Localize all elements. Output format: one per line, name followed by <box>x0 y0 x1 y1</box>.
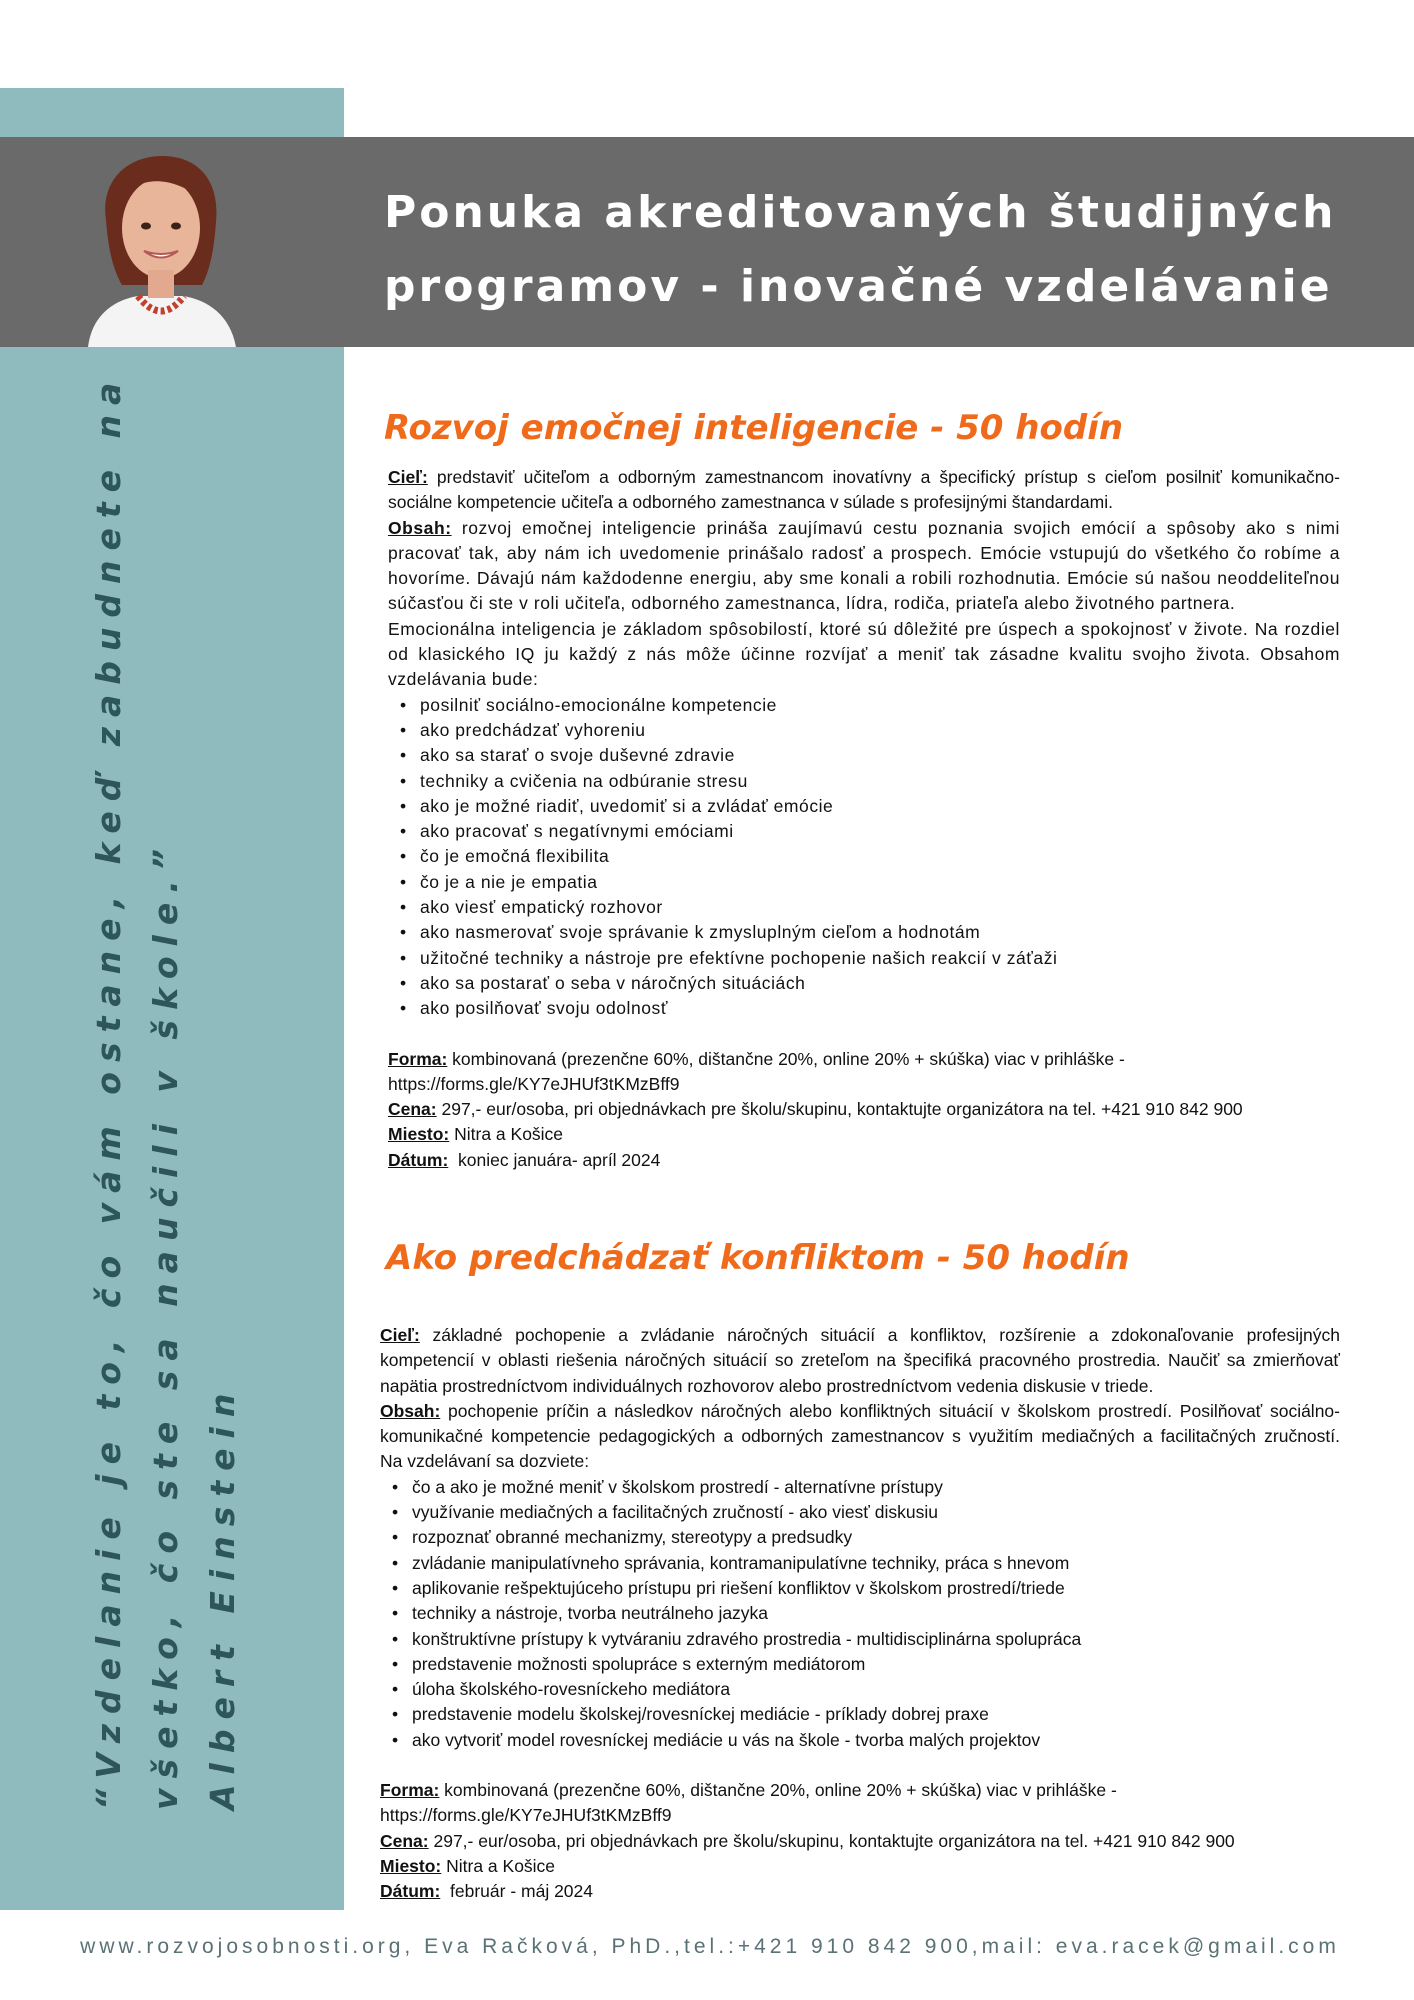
s1-place <box>388 1122 1340 1147</box>
section-1-content <box>388 465 1340 1173</box>
section-2-content <box>380 1323 1355 1905</box>
s2-date-text: február - máj 2024 <box>440 1881 593 1902</box>
s1-paragraph: Emocionálna inteligencia je základom spôsobilostí, ktoré sú dôležité pre úspech a spokojnosť v živote. Na rozdiel od klasického IQ ju každý z nás môže účinne rozvíjať a meniť tak zásadne kvalitu svojho života. Obsahom vzdelávania bude: <box>388 618 1340 690</box>
list-item: • rozpoznať obranné mechanizmy, stereotypy a predsudky <box>380 1525 1340 1550</box>
list-item: • čo je a nie je empatia <box>388 870 1340 895</box>
footer-contact: www.rozvojosobnosti.org, Eva Račková, PhD.,tel.:+421 910 842 900,mail: eva.racek@gmail.com <box>80 1935 1340 1958</box>
list-item: • posilniť sociálno-emocionálne kompetencie <box>388 693 1340 718</box>
s1-goal-text: predstaviť učiteľom a odborným zamestnancom inovatívny a špecifický prístup s cieľom posilniť komunikačno-sociálne kompetencie učiteľa a odborného zamestnanca v súlade s profesijnými štandardami. <box>388 467 1340 513</box>
section-2-title: Ako predchádzať konfliktom - 50 hodín <box>386 1238 1130 1278</box>
s2-content <box>380 1399 1355 1475</box>
s1-goal <box>388 465 1340 516</box>
list-item: • konštruktívne prístupy k vytváraniu zdravého prostredia - multidisciplinárna spolupráca <box>380 1627 1340 1652</box>
list-item: • čo je emočná flexibilita <box>388 844 1340 869</box>
s1-place-text: Nitra a Košice <box>449 1124 564 1145</box>
s1-date-label: Dátum: <box>388 1149 449 1170</box>
s1-date <box>388 1148 1340 1173</box>
list-item: • predstavenie možnosti spolupráce s externým mediátorom <box>380 1652 1340 1677</box>
author-portrait <box>78 150 243 347</box>
s2-place <box>380 1854 1340 1879</box>
s2-form-text: kombinovaná (prezenčne 60%, dištančne 20%, online 20% + skúška) viac v prihláške - https://forms.gle/KY7eJHUf3tKMzBff9 <box>380 1780 1117 1826</box>
list-item: • úloha školského-rovesníckeho mediátora <box>380 1677 1340 1702</box>
list-item: • techniky a cvičenia na odbúranie stresu <box>388 769 1340 794</box>
s1-price <box>388 1097 1340 1122</box>
s2-topic-list <box>380 1475 1340 1753</box>
s2-details <box>380 1778 1340 1904</box>
s1-content <box>388 516 1340 617</box>
list-item: • zvládanie manipulatívneho správania, kontramanipulatívne techniky, práca s hnevom <box>380 1551 1340 1576</box>
s1-form <box>388 1047 1340 1098</box>
s2-goal-label: Cieľ: <box>380 1325 420 1345</box>
s1-content-label: Obsah: <box>388 517 452 538</box>
list-item: • ako pracovať s negatívnymi emóciami <box>388 819 1340 844</box>
s1-content-text: rozvoj emočnej inteligencie prináša zaujímavú cestu poznania svojich emócií a spôsoby ako s nimi pracovať tak, aby nám ich uvedomenie prinášalo radosť a prospech. Emócie vstupujú do všetkého čo robíme a hovoríme. Dávajú nám každodenne energiu, aby sme konali a robili rozhodnutia. Emócie sú našou neoddeliteľnou súčasťou či ste v roli učiteľa, odborného zamestnanca, lídra, rodiča, priateľa alebo životného partnera. <box>388 517 1340 614</box>
s1-topic-list <box>388 693 1340 1022</box>
s1-form-text: kombinovaná (prezenčne 60%, dištančne 20%, online 20% + skúška) viac v prihláške - https://forms.gle/KY7eJHUf3tKMzBff9 <box>388 1048 1125 1094</box>
section-1-title: Rozvoj emočnej inteligencie - 50 hodín <box>384 408 1124 448</box>
list-item: • užitočné techniky a nástroje pre efektívne pochopenie našich reakcií v záťaži <box>388 946 1340 971</box>
list-item: • ako posilňovať svoju odolnosť <box>388 996 1340 1021</box>
quote-author: Albert Einstein <box>203 1383 242 1810</box>
list-item: • ako predchádzať vyhoreniu <box>388 718 1340 743</box>
s2-date-label: Dátum: <box>380 1881 441 1902</box>
s1-details <box>388 1047 1340 1173</box>
title-line-1: Ponuka akreditovaných študijných <box>384 187 1337 238</box>
s1-price-label: Cena: <box>388 1099 437 1120</box>
s1-price-text: 297,- eur/osoba, pri objednávkach pre školu/skupinu, kontaktujte organizátora na tel. +421 910 842 900 <box>436 1099 1243 1120</box>
s1-date-text: koniec januára- apríl 2024 <box>448 1149 661 1170</box>
list-item: • čo a ako je možné meniť v školskom prostredí - alternatívne prístupy <box>380 1475 1340 1500</box>
s2-place-text: Nitra a Košice <box>441 1855 556 1876</box>
s2-goal-text: základné pochopenie a zvládanie náročných situácií a konfliktov, rozšírenie a zdokonaľovanie profesijných kompetencií v oblasti riešenia náročných situácií so zreteľom na špecifiká pracovného prostredia. Naučiť sa zmierňovať napätia prostredníctvom individuálnych rozhovorov alebo prostredníctvom vedenia diskusie v triede. <box>380 1325 1340 1396</box>
list-item: • ako vytvoriť model rovesníckej mediácie u vás na škole - tvorba malých projektov <box>380 1728 1340 1753</box>
s2-price-text: 297,- eur/osoba, pri objednávkach pre školu/skupinu, kontaktujte organizátora na tel. +421 910 842 900 <box>428 1830 1235 1851</box>
s2-place-label: Miesto: <box>380 1855 442 1876</box>
list-item: • ako sa postarať o seba v náročných situáciách <box>388 971 1340 996</box>
list-item: • aplikovanie rešpektujúceho prístupu pri riešení konfliktov v školskom prostredí/triede <box>380 1576 1340 1601</box>
list-item: • ako viesť empatický rozhovor <box>388 895 1340 920</box>
list-item: • predstavenie modelu školskej/rovesníckej mediácie - príklady dobrej praxe <box>380 1702 1340 1727</box>
list-item: • využívanie mediačných a facilitačných zručností - ako viesť diskusiu <box>380 1500 1340 1525</box>
s2-form-label: Forma: <box>380 1780 440 1801</box>
list-item: • techniky a nástroje, tvorba neutrálneho jazyka <box>380 1601 1340 1626</box>
s2-price-label: Cena: <box>380 1830 429 1851</box>
s1-place-label: Miesto: <box>388 1124 450 1145</box>
quote-line-2: všetko, čo ste sa naučili v škole.” <box>146 839 185 1810</box>
s2-content-text: pochopenie príčin a následkov náročných alebo konfliktných situácií v školskom prostredí. Posilňovať sociálno-komunikačné kompetencie pedagogických a odborných zamestnancov s využitím mediačných a facilitačných zručností. Na vzdelávaní sa dozviete: <box>380 1400 1355 1472</box>
page-title <box>384 176 1384 324</box>
title-line-2: programov - inovačné vzdelávanie <box>384 261 1333 312</box>
s2-date <box>380 1879 1340 1904</box>
list-item: • ako je možné riadiť, uvedomiť si a zvládať emócie <box>388 794 1340 819</box>
s2-content-label: Obsah: <box>380 1400 441 1421</box>
list-item: • ako nasmerovať svoje správanie k zmysluplným cieľom a hodnotám <box>388 920 1340 945</box>
s2-price <box>380 1829 1340 1854</box>
s1-goal-label: Cieľ: <box>388 467 428 487</box>
quote-line-1: “Vzdelanie je to, čo vám ostane, keď zabudnete na <box>89 372 128 1810</box>
s1-form-label: Forma: <box>388 1048 448 1069</box>
einstein-quote <box>80 372 251 1810</box>
s2-form <box>380 1778 1340 1829</box>
list-item: • ako sa starať o svoje duševné zdravie <box>388 743 1340 768</box>
s2-goal <box>380 1323 1340 1399</box>
